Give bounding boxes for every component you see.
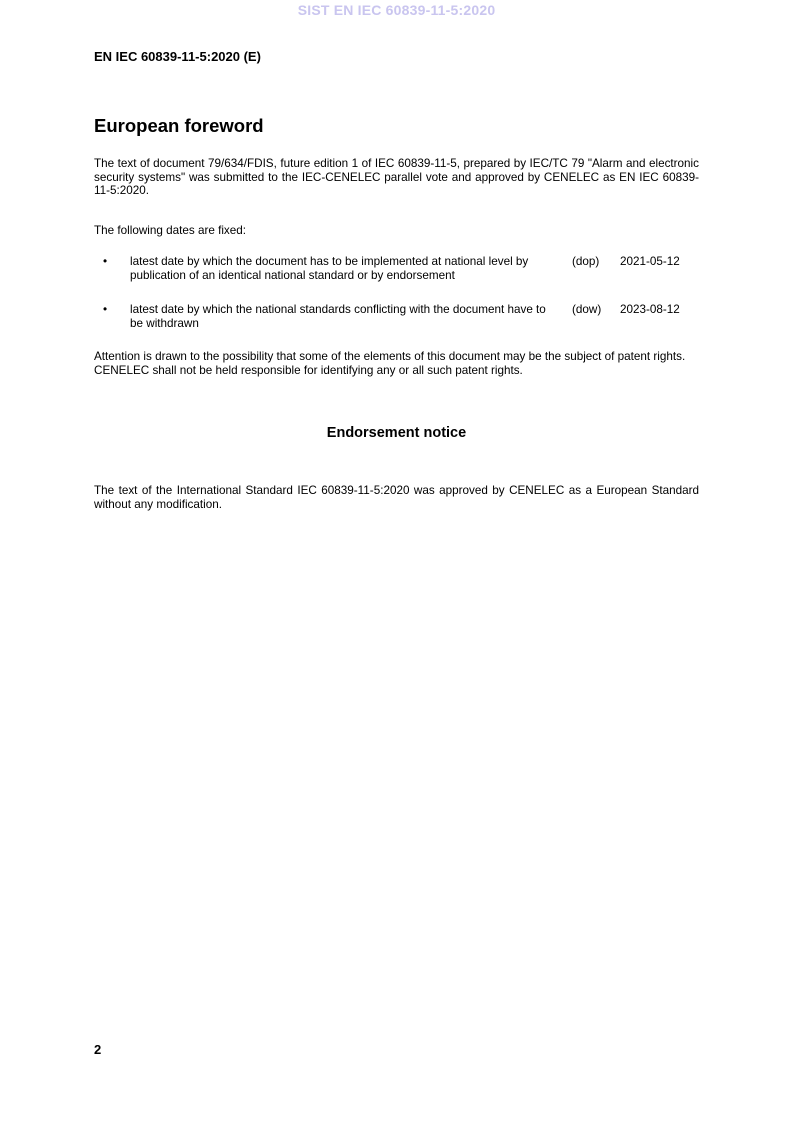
page-number: 2 — [94, 1042, 102, 1057]
document-header: EN IEC 60839-11-5:2020 (E) — [94, 49, 261, 64]
date-description: latest date by which the national standards conflicting with the document have to be withdrawn — [130, 303, 546, 330]
bullet-icon: • — [103, 303, 108, 316]
date-code: (dow) — [572, 303, 602, 316]
dates-intro: The following dates are fixed: — [94, 224, 247, 237]
section-title-foreword: European foreword — [94, 115, 264, 136]
patent-notice: Attention is drawn to the possibility that some of the elements of this document may be the subject of patent rights. CENELEC shall not be held responsible for identifying any or all such patent rights. — [94, 350, 686, 377]
endorsement-text: The text of the International Standard IEC 60839-11-5:2020 was approved by CENELEC as a European Standard without any modification. — [94, 484, 699, 511]
date-value: 2023-08-12 — [620, 303, 680, 316]
date-code: (dop) — [572, 255, 600, 268]
section-title-endorsement: Endorsement notice — [326, 425, 467, 441]
date-description: latest date by which the document has to be implemented at national level by publication of an identical national standard or by endorsement — [130, 255, 529, 282]
date-value: 2021-05-12 — [620, 255, 680, 268]
bullet-icon: • — [103, 255, 108, 268]
foreword-paragraph: The text of document 79/634/FDIS, future edition 1 of IEC 60839-11-5, prepared by IEC/TC 79 "Alarm and electronic security systems" was submitted to the IEC-CENELEC parallel vote and approved by CENELEC as EN IEC 60839-11-5:2020. — [94, 157, 699, 197]
watermark: SIST EN IEC 60839-11-5:2020 — [297, 2, 496, 18]
